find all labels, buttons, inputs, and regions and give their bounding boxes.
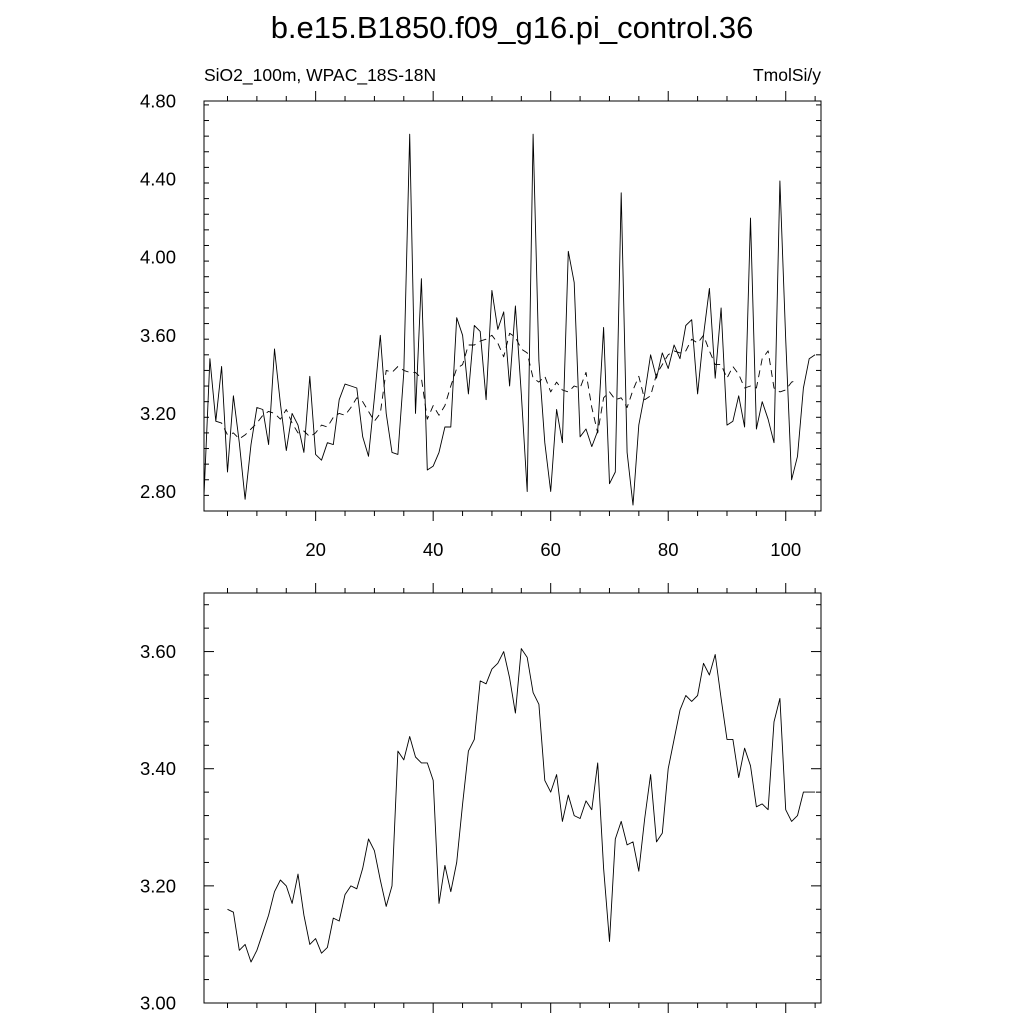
y-tick-label: 3.00 (139, 992, 176, 1014)
y-tick-label: 3.20 (139, 402, 176, 424)
tick-marks (204, 583, 821, 1013)
top-panel (140, 91, 821, 561)
x-tick-label: 60 (540, 539, 561, 560)
plot-frame (204, 101, 821, 511)
y-tick-label: 3.40 (139, 758, 176, 780)
figure-title: b.e15.B1850.f09_g16.pi_control.36 (270, 10, 754, 45)
plot-frame (204, 593, 821, 1003)
top-subtitle-left: SiO2_100m, WPAC_18S-18N (204, 65, 437, 85)
y-tick-label: 2.80 (139, 480, 176, 502)
series-line (204, 134, 815, 505)
y-tick-label: 4.00 (139, 246, 176, 268)
tick-marks (204, 91, 821, 521)
y-tick-label: 3.20 (139, 875, 176, 897)
y-tick-label: 3.60 (139, 641, 176, 663)
y-tick-label: 4.40 (139, 168, 176, 190)
x-tick-label: 100 (770, 539, 802, 560)
y-tick-label: 3.60 (139, 324, 176, 346)
top-subtitle-right: TmolSi/y (752, 65, 821, 85)
y-tick-label: 4.80 (139, 90, 176, 112)
bottom-panel (140, 583, 821, 1014)
x-tick-label: 80 (657, 539, 679, 560)
series-line (228, 649, 816, 962)
x-tick-label: 40 (422, 539, 444, 560)
x-tick-label: 20 (305, 539, 326, 560)
